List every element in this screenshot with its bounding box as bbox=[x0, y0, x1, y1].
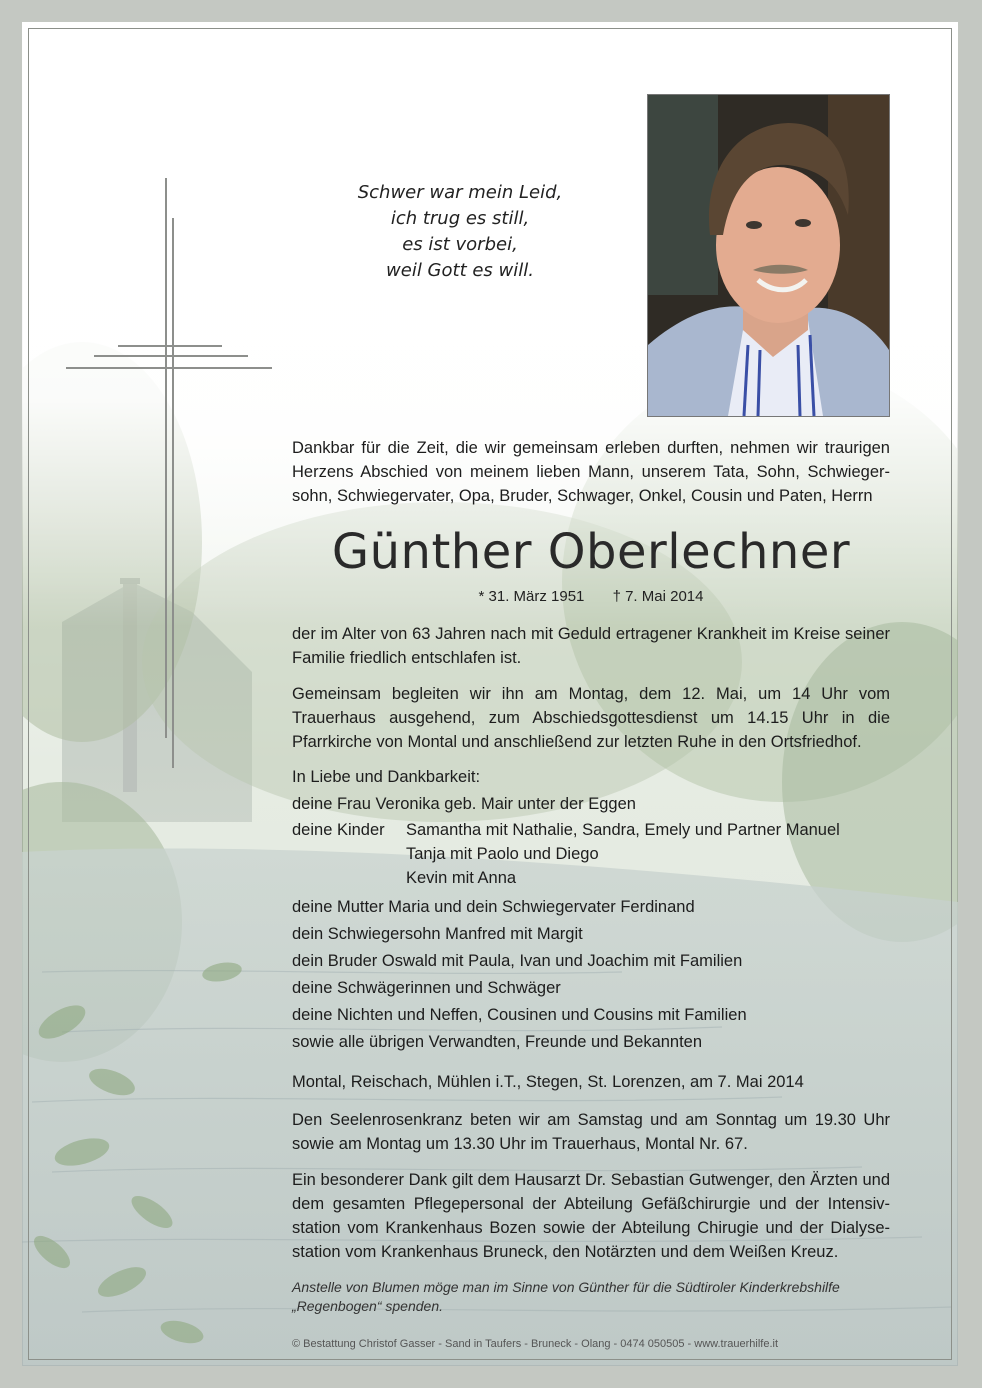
children-label: deine Kinder bbox=[292, 821, 385, 839]
funeral-text: Gemeinsam begleiten wir ihn am Montag, dem 12. Mai, um 14 Uhr vom Trauerhaus ausgehend, zum Abschiedsgottesdienst um 14.15 Uhr in die Pfarrkirche von Montal und anschließend zur letzten Ruhe in den Ortsfriedhof. bbox=[292, 685, 890, 751]
thanks-text: Ein besonderer Dank gilt dem Hausarzt Dr. Sebastian Gutwenger, den Ärzten und dem gesamten Pflegepersonal der Abteilung Gefäßchirurgie und der Intensiv-station vom Krankenhaus Bozen sowie der Abteilung Chirugie und der Dialyse-station vom Krankenhaus Bruneck, den Notärzten und dem Weißen Kreuz. bbox=[292, 1171, 890, 1261]
quote bbox=[300, 180, 620, 284]
mourners-list bbox=[292, 764, 890, 1056]
intro-text: Dankbar für die Zeit, die wir gemeinsam erleben durften, nehmen wir traurigen Herzens Abschied von meinem lieben Mann, unserem Tata, Sohn, Schwieger-sohn, Schwiegervater, Opa, Bruder, Schwager, Onkel, Cousin und Paten, Herrn bbox=[292, 439, 890, 505]
list-item: dein Bruder Oswald mit Paula, Ivan und Joachim mit Familien bbox=[292, 952, 743, 970]
quote-line: ich trug es still, bbox=[390, 208, 530, 229]
list-item: Samantha mit Nathalie, Sandra, Emely und Partner Manuel bbox=[406, 821, 840, 839]
cross-icon bbox=[66, 178, 276, 778]
quote-line: weil Gott es will. bbox=[386, 260, 534, 281]
donation-note: Anstelle von Blumen möge man im Sinne von Günther für die Südtiroler Kinderkrebshilfe „Regenbogen“ spenden. bbox=[292, 1279, 840, 1314]
list-item: dein Schwiegersohn Manfred mit Margit bbox=[292, 925, 583, 943]
place-date: Montal, Reischach, Mühlen i.T., Stegen, St. Lorenzen, am 7. Mai 2014 bbox=[292, 1073, 804, 1091]
rosary-text: Den Seelenrosenkranz beten wir am Samstag und am Sonntag um 19.30 Uhr sowie am Montag um 13.30 Uhr im Trauerhaus, Montal Nr. 67. bbox=[292, 1111, 890, 1153]
list-item: sowie alle übrigen Verwandten, Freunde und Bekannten bbox=[292, 1033, 703, 1051]
list-item: deine Frau Veronika geb. Mair unter der Eggen bbox=[292, 795, 636, 813]
quote-line: es ist vorbei, bbox=[402, 234, 518, 255]
portrait-photo bbox=[647, 94, 890, 417]
deceased-name: Günther Oberlechner bbox=[331, 524, 851, 580]
list-item: Kevin mit Anna bbox=[406, 869, 517, 887]
list-item: deine Schwägerinnen und Schwäger bbox=[292, 979, 561, 997]
list-item: deine Nichten und Neffen, Cousinen und Cousins mit Familien bbox=[292, 1006, 747, 1024]
children-row bbox=[292, 818, 890, 842]
death-text: der im Alter von 63 Jahren nach mit Geduld ertragener Krankheit im Kreise seiner Familie friedlich entschlafen ist. bbox=[292, 625, 890, 667]
list-item: Tanja mit Paolo und Diego bbox=[406, 845, 599, 863]
birth-date: * 31. März 1951 bbox=[478, 588, 585, 605]
funeral-home-footer: © Bestattung Christof Gasser - Sand in Taufers - Bruneck - Olang - 0474 050505 - www.trauerhilfe.it bbox=[292, 1338, 779, 1350]
death-date: † 7. Mai 2014 bbox=[612, 588, 704, 605]
mourners-heading: In Liebe und Dankbarkeit: bbox=[292, 768, 481, 786]
list-item: deine Mutter Maria und dein Schwiegervater Ferdinand bbox=[292, 898, 695, 916]
quote-line: Schwer war mein Leid, bbox=[357, 182, 563, 203]
life-dates bbox=[292, 588, 890, 605]
